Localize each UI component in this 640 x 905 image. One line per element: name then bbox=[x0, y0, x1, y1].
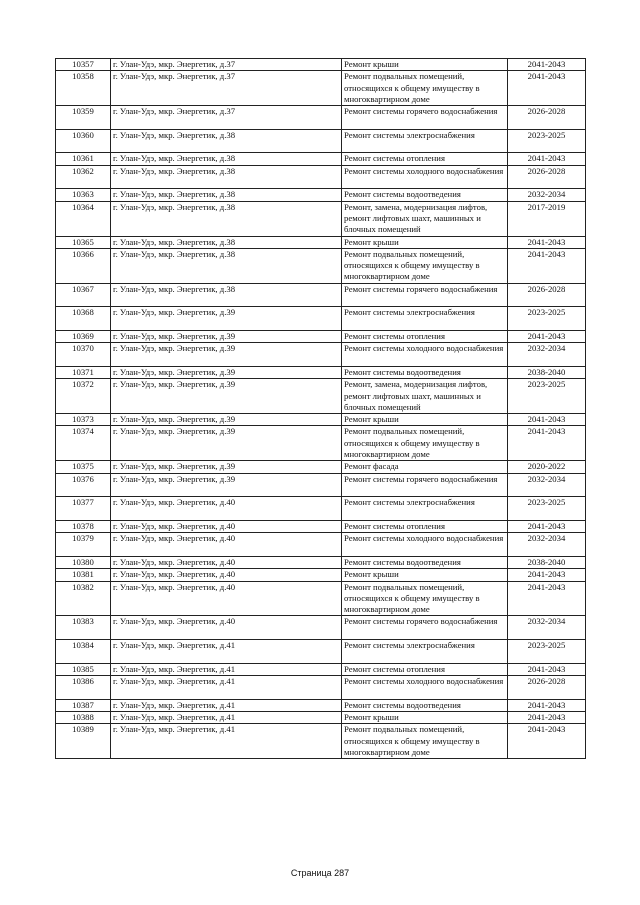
row-number-cell: 10381 bbox=[56, 569, 111, 581]
row-number-cell: 10357 bbox=[56, 59, 111, 71]
row-number-cell: 10376 bbox=[56, 473, 111, 497]
work-type-cell: Ремонт системы электроснабжения bbox=[342, 129, 508, 153]
work-type-cell: Ремонт подвальных помещений, относящихся к общему имуществу в многоквартирном доме bbox=[342, 426, 508, 461]
work-type-cell: Ремонт крыши bbox=[342, 711, 508, 723]
table-row bbox=[56, 343, 586, 367]
work-type-cell: Ремонт крыши bbox=[342, 414, 508, 426]
address-cell: г. Улан-Удэ, мкр. Энергетик, д.39 bbox=[111, 426, 342, 461]
table-row bbox=[56, 248, 586, 283]
table-body bbox=[56, 59, 586, 759]
address-cell: г. Улан-Удэ, мкр. Энергетик, д.38 bbox=[111, 283, 342, 307]
table-row bbox=[56, 497, 586, 521]
work-type-cell: Ремонт системы холодного водоснабжения bbox=[342, 343, 508, 367]
address-cell: г. Улан-Удэ, мкр. Энергетик, д.37 bbox=[111, 59, 342, 71]
row-number-cell: 10364 bbox=[56, 201, 111, 236]
row-number-cell: 10367 bbox=[56, 283, 111, 307]
work-type-cell: Ремонт системы водоотведения bbox=[342, 189, 508, 201]
period-cell: 2026-2028 bbox=[508, 165, 586, 189]
address-cell: г. Улан-Удэ, мкр. Энергетик, д.38 bbox=[111, 165, 342, 189]
period-cell: 2023-2025 bbox=[508, 379, 586, 414]
table-row bbox=[56, 533, 586, 557]
row-number-cell: 10388 bbox=[56, 711, 111, 723]
row-number-cell: 10387 bbox=[56, 699, 111, 711]
table-row bbox=[56, 379, 586, 414]
period-cell: 2041-2043 bbox=[508, 569, 586, 581]
work-type-cell: Ремонт системы водоотведения bbox=[342, 699, 508, 711]
table-row bbox=[56, 676, 586, 700]
row-number-cell: 10370 bbox=[56, 343, 111, 367]
row-number-cell: 10360 bbox=[56, 129, 111, 153]
period-cell: 2032-2034 bbox=[508, 616, 586, 640]
work-type-cell: Ремонт подвальных помещений, относящихся к общему имуществу в многоквартирном доме bbox=[342, 581, 508, 616]
address-cell: г. Улан-Удэ, мкр. Энергетик, д.38 bbox=[111, 153, 342, 165]
table-row bbox=[56, 330, 586, 342]
row-number-cell: 10379 bbox=[56, 533, 111, 557]
address-cell: г. Улан-Удэ, мкр. Энергетик, д.39 bbox=[111, 343, 342, 367]
table-row bbox=[56, 724, 586, 759]
work-type-cell: Ремонт системы электроснабжения bbox=[342, 640, 508, 664]
period-cell: 2038-2040 bbox=[508, 556, 586, 568]
table-row bbox=[56, 473, 586, 497]
row-number-cell: 10378 bbox=[56, 520, 111, 532]
period-cell: 2020-2022 bbox=[508, 461, 586, 473]
table-row bbox=[56, 461, 586, 473]
address-cell: г. Улан-Удэ, мкр. Энергетик, д.37 bbox=[111, 106, 342, 130]
address-cell: г. Улан-Удэ, мкр. Энергетик, д.39 bbox=[111, 379, 342, 414]
table-row bbox=[56, 366, 586, 378]
period-cell: 2041-2043 bbox=[508, 248, 586, 283]
table-row bbox=[56, 414, 586, 426]
row-number-cell: 10361 bbox=[56, 153, 111, 165]
period-cell: 2023-2025 bbox=[508, 307, 586, 331]
address-cell: г. Улан-Удэ, мкр. Энергетик, д.37 bbox=[111, 71, 342, 106]
row-number-cell: 10368 bbox=[56, 307, 111, 331]
table-row bbox=[56, 189, 586, 201]
work-type-cell: Ремонт системы холодного водоснабжения bbox=[342, 533, 508, 557]
row-number-cell: 10380 bbox=[56, 556, 111, 568]
period-cell: 2026-2028 bbox=[508, 676, 586, 700]
table-row bbox=[56, 165, 586, 189]
address-cell: г. Улан-Удэ, мкр. Энергетик, д.40 bbox=[111, 616, 342, 640]
address-cell: г. Улан-Удэ, мкр. Энергетик, д.39 bbox=[111, 366, 342, 378]
work-type-cell: Ремонт, замена, модернизация лифтов, ремонт лифтовых шахт, машинных и блочных помещений bbox=[342, 379, 508, 414]
work-type-cell: Ремонт системы водоотведения bbox=[342, 556, 508, 568]
table-row bbox=[56, 307, 586, 331]
period-cell: 2041-2043 bbox=[508, 153, 586, 165]
address-cell: г. Улан-Удэ, мкр. Энергетик, д.41 bbox=[111, 640, 342, 664]
address-cell: г. Улан-Удэ, мкр. Энергетик, д.39 bbox=[111, 461, 342, 473]
work-type-cell: Ремонт подвальных помещений, относящихся к общему имуществу в многоквартирном доме bbox=[342, 71, 508, 106]
work-type-cell: Ремонт, замена, модернизация лифтов, ремонт лифтовых шахт, машинных и блочных помещений bbox=[342, 201, 508, 236]
address-cell: г. Улан-Удэ, мкр. Энергетик, д.38 bbox=[111, 236, 342, 248]
row-number-cell: 10366 bbox=[56, 248, 111, 283]
row-number-cell: 10374 bbox=[56, 426, 111, 461]
row-number-cell: 10359 bbox=[56, 106, 111, 130]
period-cell: 2032-2034 bbox=[508, 473, 586, 497]
table-row bbox=[56, 699, 586, 711]
work-type-cell: Ремонт системы отопления bbox=[342, 520, 508, 532]
row-number-cell: 10372 bbox=[56, 379, 111, 414]
table-row bbox=[56, 71, 586, 106]
row-number-cell: 10385 bbox=[56, 663, 111, 675]
page-number: Страница 287 bbox=[290, 868, 350, 878]
table-row bbox=[56, 201, 586, 236]
table-row bbox=[56, 106, 586, 130]
address-cell: г. Улан-Удэ, мкр. Энергетик, д.41 bbox=[111, 724, 342, 759]
row-number-cell: 10389 bbox=[56, 724, 111, 759]
row-number-cell: 10377 bbox=[56, 497, 111, 521]
address-cell: г. Улан-Удэ, мкр. Энергетик, д.41 bbox=[111, 711, 342, 723]
address-cell: г. Улан-Удэ, мкр. Энергетик, д.40 bbox=[111, 520, 342, 532]
table-row bbox=[56, 520, 586, 532]
work-type-cell: Ремонт системы горячего водоснабжения bbox=[342, 473, 508, 497]
work-type-cell: Ремонт системы отопления bbox=[342, 663, 508, 675]
row-number-cell: 10386 bbox=[56, 676, 111, 700]
address-cell: г. Улан-Удэ, мкр. Энергетик, д.38 bbox=[111, 129, 342, 153]
work-type-cell: Ремонт крыши bbox=[342, 569, 508, 581]
table-row bbox=[56, 236, 586, 248]
address-cell: г. Улан-Удэ, мкр. Энергетик, д.39 bbox=[111, 330, 342, 342]
period-cell: 2041-2043 bbox=[508, 663, 586, 675]
table-row bbox=[56, 153, 586, 165]
period-cell: 2023-2025 bbox=[508, 497, 586, 521]
work-type-cell: Ремонт крыши bbox=[342, 59, 508, 71]
period-cell: 2023-2025 bbox=[508, 640, 586, 664]
address-cell: г. Улан-Удэ, мкр. Энергетик, д.38 bbox=[111, 248, 342, 283]
table-row bbox=[56, 569, 586, 581]
period-cell: 2017-2019 bbox=[508, 201, 586, 236]
address-cell: г. Улан-Удэ, мкр. Энергетик, д.41 bbox=[111, 676, 342, 700]
work-type-cell: Ремонт системы отопления bbox=[342, 330, 508, 342]
row-number-cell: 10382 bbox=[56, 581, 111, 616]
work-type-cell: Ремонт системы горячего водоснабжения bbox=[342, 283, 508, 307]
row-number-cell: 10373 bbox=[56, 414, 111, 426]
row-number-cell: 10384 bbox=[56, 640, 111, 664]
work-type-cell: Ремонт подвальных помещений, относящихся к общему имуществу в многоквартирном доме bbox=[342, 248, 508, 283]
table-row bbox=[56, 581, 586, 616]
period-cell: 2041-2043 bbox=[508, 414, 586, 426]
period-cell: 2041-2043 bbox=[508, 426, 586, 461]
table-row bbox=[56, 556, 586, 568]
period-cell: 2041-2043 bbox=[508, 330, 586, 342]
work-type-cell: Ремонт системы электроснабжения bbox=[342, 307, 508, 331]
period-cell: 2032-2034 bbox=[508, 343, 586, 367]
work-type-cell: Ремонт крыши bbox=[342, 236, 508, 248]
address-cell: г. Улан-Удэ, мкр. Энергетик, д.41 bbox=[111, 663, 342, 675]
address-cell: г. Улан-Удэ, мкр. Энергетик, д.39 bbox=[111, 473, 342, 497]
address-cell: г. Улан-Удэ, мкр. Энергетик, д.40 bbox=[111, 556, 342, 568]
work-type-cell: Ремонт системы горячего водоснабжения bbox=[342, 616, 508, 640]
row-number-cell: 10362 bbox=[56, 165, 111, 189]
row-number-cell: 10371 bbox=[56, 366, 111, 378]
work-type-cell: Ремонт системы отопления bbox=[342, 153, 508, 165]
address-cell: г. Улан-Удэ, мкр. Энергетик, д.38 bbox=[111, 189, 342, 201]
period-cell: 2041-2043 bbox=[508, 581, 586, 616]
table-row bbox=[56, 283, 586, 307]
table-row bbox=[56, 59, 586, 71]
work-type-cell: Ремонт системы водоотведения bbox=[342, 366, 508, 378]
period-cell: 2041-2043 bbox=[508, 71, 586, 106]
row-number-cell: 10383 bbox=[56, 616, 111, 640]
table-row bbox=[56, 640, 586, 664]
address-cell: г. Улан-Удэ, мкр. Энергетик, д.38 bbox=[111, 201, 342, 236]
address-cell: г. Улан-Удэ, мкр. Энергетик, д.40 bbox=[111, 533, 342, 557]
period-cell: 2041-2043 bbox=[508, 699, 586, 711]
work-type-cell: Ремонт фасада bbox=[342, 461, 508, 473]
period-cell: 2041-2043 bbox=[508, 236, 586, 248]
work-type-cell: Ремонт системы горячего водоснабжения bbox=[342, 106, 508, 130]
period-cell: 2041-2043 bbox=[508, 59, 586, 71]
period-cell: 2026-2028 bbox=[508, 106, 586, 130]
row-number-cell: 10375 bbox=[56, 461, 111, 473]
repair-schedule-table bbox=[55, 58, 586, 759]
work-type-cell: Ремонт системы электроснабжения bbox=[342, 497, 508, 521]
work-type-cell: Ремонт системы холодного водоснабжения bbox=[342, 676, 508, 700]
address-cell: г. Улан-Удэ, мкр. Энергетик, д.39 bbox=[111, 414, 342, 426]
table-row bbox=[56, 426, 586, 461]
address-cell: г. Улан-Удэ, мкр. Энергетик, д.40 bbox=[111, 569, 342, 581]
address-cell: г. Улан-Удэ, мкр. Энергетик, д.39 bbox=[111, 307, 342, 331]
address-cell: г. Улан-Удэ, мкр. Энергетик, д.41 bbox=[111, 699, 342, 711]
address-cell: г. Улан-Удэ, мкр. Энергетик, д.40 bbox=[111, 497, 342, 521]
work-type-cell: Ремонт подвальных помещений, относящихся к общему имуществу в многоквартирном доме bbox=[342, 724, 508, 759]
address-cell: г. Улан-Удэ, мкр. Энергетик, д.40 bbox=[111, 581, 342, 616]
table-row bbox=[56, 711, 586, 723]
table-row bbox=[56, 663, 586, 675]
row-number-cell: 10365 bbox=[56, 236, 111, 248]
period-cell: 2041-2043 bbox=[508, 724, 586, 759]
work-type-cell: Ремонт системы холодного водоснабжения bbox=[342, 165, 508, 189]
period-cell: 2038-2040 bbox=[508, 366, 586, 378]
table-row bbox=[56, 129, 586, 153]
row-number-cell: 10358 bbox=[56, 71, 111, 106]
table-row bbox=[56, 616, 586, 640]
period-cell: 2032-2034 bbox=[508, 189, 586, 201]
row-number-cell: 10369 bbox=[56, 330, 111, 342]
row-number-cell: 10363 bbox=[56, 189, 111, 201]
period-cell: 2032-2034 bbox=[508, 533, 586, 557]
period-cell: 2026-2028 bbox=[508, 283, 586, 307]
period-cell: 2023-2025 bbox=[508, 129, 586, 153]
period-cell: 2041-2043 bbox=[508, 520, 586, 532]
period-cell: 2041-2043 bbox=[508, 711, 586, 723]
